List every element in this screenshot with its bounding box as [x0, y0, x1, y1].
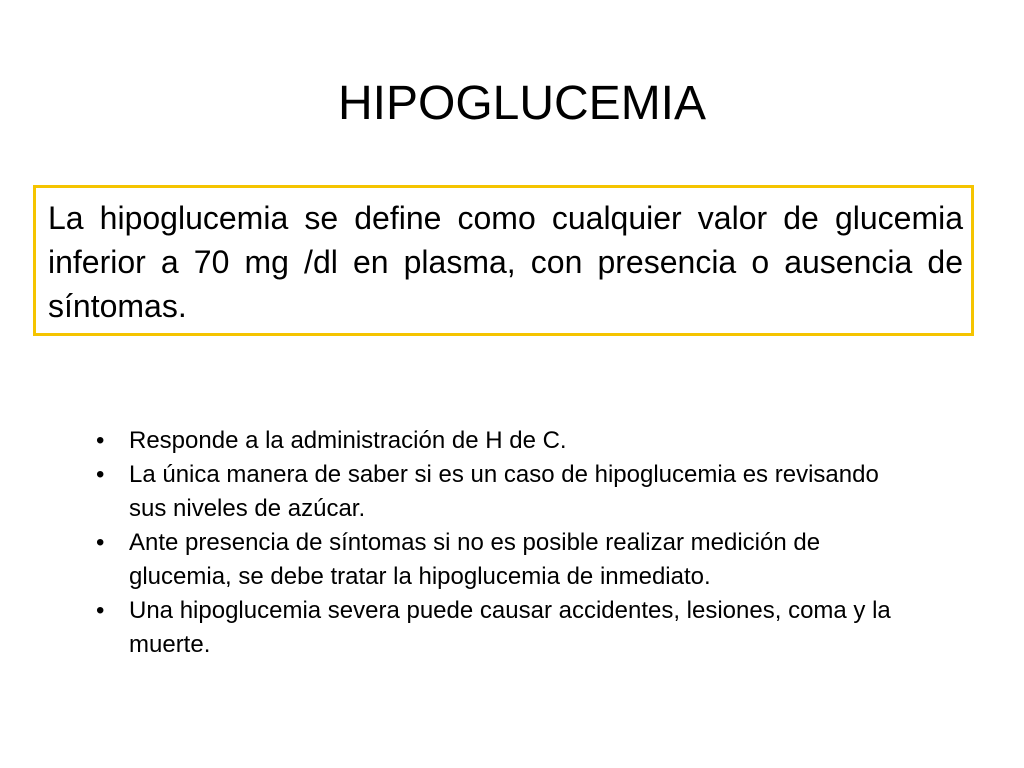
bullet-text: Ante presencia de síntomas si no es posible realizar medición de glucemia, se debe tratar la hipoglucemia de inmediato. — [129, 529, 821, 590]
bullet-icon: • — [96, 529, 105, 556]
bullet-text: Una hipoglucemia severa puede causar accidentes, lesiones, coma y la muerte. — [129, 597, 891, 658]
definition-box — [33, 185, 974, 336]
bullet-icon: • — [96, 597, 105, 624]
bullet-icon: • — [96, 461, 105, 488]
bullet-text: La única manera de saber si es un caso de hipoglucemia es revisando sus niveles de azúcar. — [129, 461, 879, 522]
bullet-icon: • — [96, 427, 105, 454]
bullet-item — [96, 594, 916, 662]
bullet-list — [96, 424, 916, 662]
definition-text: La hipoglucemia se define como cualquier valor de glucemia inferior a 70 mg /dl en plasma, con presencia o ausencia de síntomas. — [48, 200, 963, 324]
bullet-item — [96, 424, 916, 458]
bullet-item — [96, 526, 916, 594]
bullet-text: Responde a la administración de H de C. — [129, 427, 567, 454]
bullet-item — [96, 458, 916, 526]
slide-title: HIPOGLUCEMIA — [337, 77, 707, 130]
